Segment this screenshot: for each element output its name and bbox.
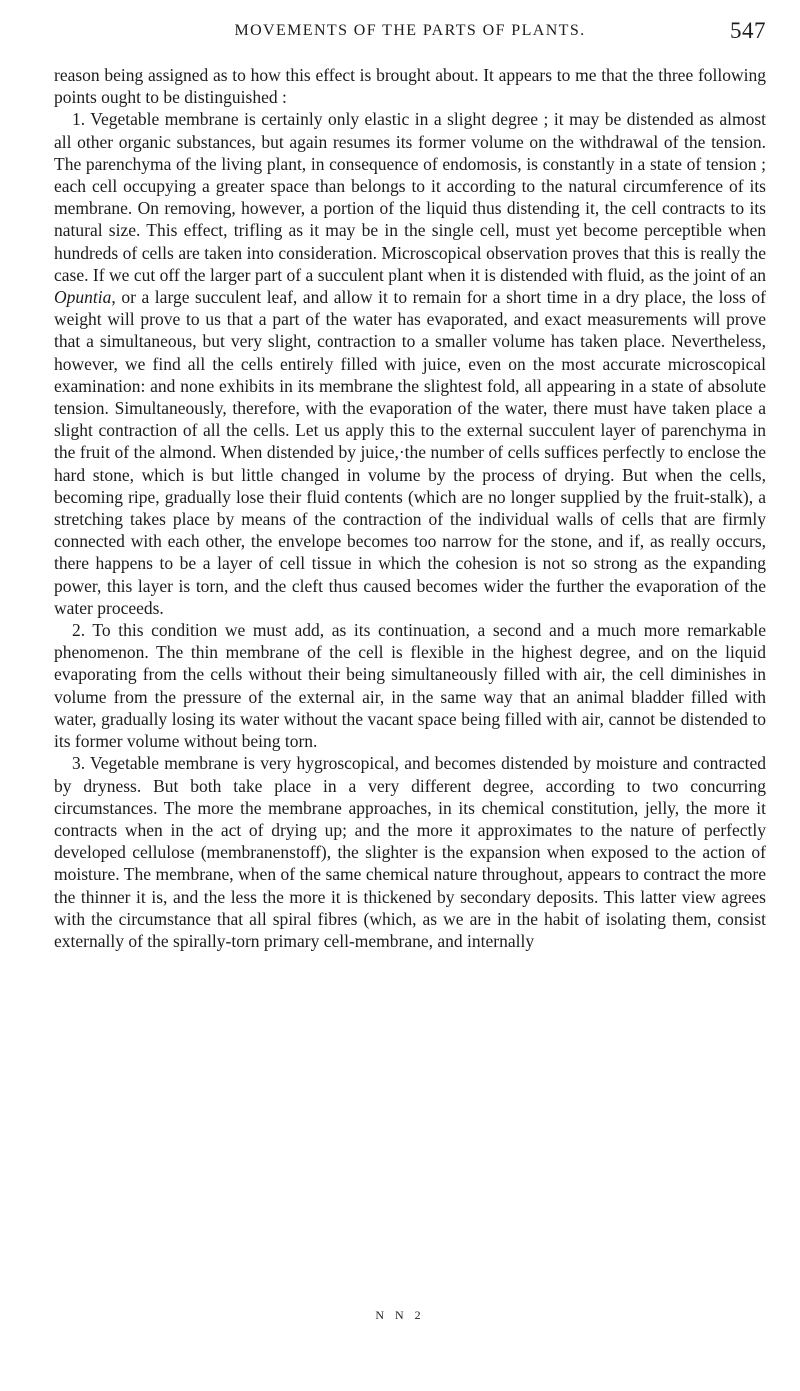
paragraph-point-2: 2. To this condition we must add, as its continuation, a second and a much more remarkable phenomenon. The thin membrane of the cell is flexible in the highest degree, and on the liquid evaporating from the cells without their being simultaneously filled with air, the cell diminishes in volume from the pressure of the external air, in the same way that an animal bladder filled with water, gradually losing its water without the vacant space being filled with air, cannot be distended to its former volume without being torn. (54, 620, 766, 752)
signature-mark: N N 2 (375, 1308, 425, 1322)
page-header (54, 18, 766, 52)
italic-term-opuntia: Opuntia (54, 287, 112, 308)
paragraph-point-1 (54, 108, 766, 619)
paragraph-point-1-part-b: , or a large succulent leaf, and allow it to remain for a short time in a dry place, the loss of weight will prove to us that a part of the water has evaporated, and exact measurements will prove that a simultaneous, but very slight, contraction to a smaller volume has taken place. Nevertheless, however, we find all the cells entirely filled with juice, even on the most accurate microscopical examination: and none exhibits in its membrane the slightest fold, all appearing in a state of absolute tension. Simultaneously, therefore, with the evaporation of the water, there must have taken place a slight contraction of all the cells. Let us apply this to the external succulent layer of parenchyma in the fruit of the almond. When distended by juice,·the number of cells suffices perfectly to enclose the hard stone, which is but little changed in volume by the process of drying. But when the cells, becoming ripe, gradually lose their fluid contents (which are no longer supplied by the fruit-stalk), a stretching takes place by means of the contraction of the individual walls of cells that are firmly connected with each other, the envelope becomes too narrow for the stone, and if, as really occurs, there happens to be a layer of cell tissue in which the cohesion is not so strong as the expanding power, this layer is torn, and the cleft thus caused becomes wider the further the evaporation of the water proceeds. (54, 287, 766, 618)
running-head: MOVEMENTS OF THE PARTS OF PLANTS. (234, 22, 586, 39)
paragraph-point-1-part-a: 1. Vegetable membrane is certainly only elastic in a slight degree ; it may be distended as almost all other organic substances, but again resumes its former volume on the withdrawal of the tension. The parenchyma of the living plant, in consequence of endomosis, is constantly in a state of tension ; each cell occupying a greater space than belongs to it according to the natural circumference of its membrane. On removing, however, a portion of the liquid thus distending it, the cell contracts to its natural size. This effect, trifling as it may be in the single cell, must yet become perceptible when hundreds of cells are taken into consideration. Microscopical observation proves that this is really the case. If we cut off the larger part of a succulent plant when it is distended with fluid, as the joint of an (54, 109, 766, 285)
body-text (54, 64, 766, 952)
page-number: 547 (730, 18, 766, 43)
paragraph-point-3: 3. Vegetable membrane is very hygroscopical, and becomes distended by moisture and contracted by dryness. But both take place in a very different degree, according to two concurring circumstances. The more the membrane approaches, in its chemical constitution, jelly, the more it contracts when in the act of drying up; and the more it approximates to the nature of perfectly developed cellulose (membranenstoff), the slighter is the expansion when exposed to the action of moisture. The membrane, when of the same chemical nature throughout, appears to contract the more the thinner it is, and the less the more it is thickened by secondary deposits. This latter view agrees with the circumstance that all spiral fibres (which, as we are in the habit of isolating them, consist externally of the spirally-torn primary cell-membrane, and internally (54, 753, 766, 951)
paragraph-continuation: reason being assigned as to how this effect is brought about. It appears to me that the three following points ought to be distinguished : (54, 65, 766, 108)
book-page (54, 18, 766, 952)
